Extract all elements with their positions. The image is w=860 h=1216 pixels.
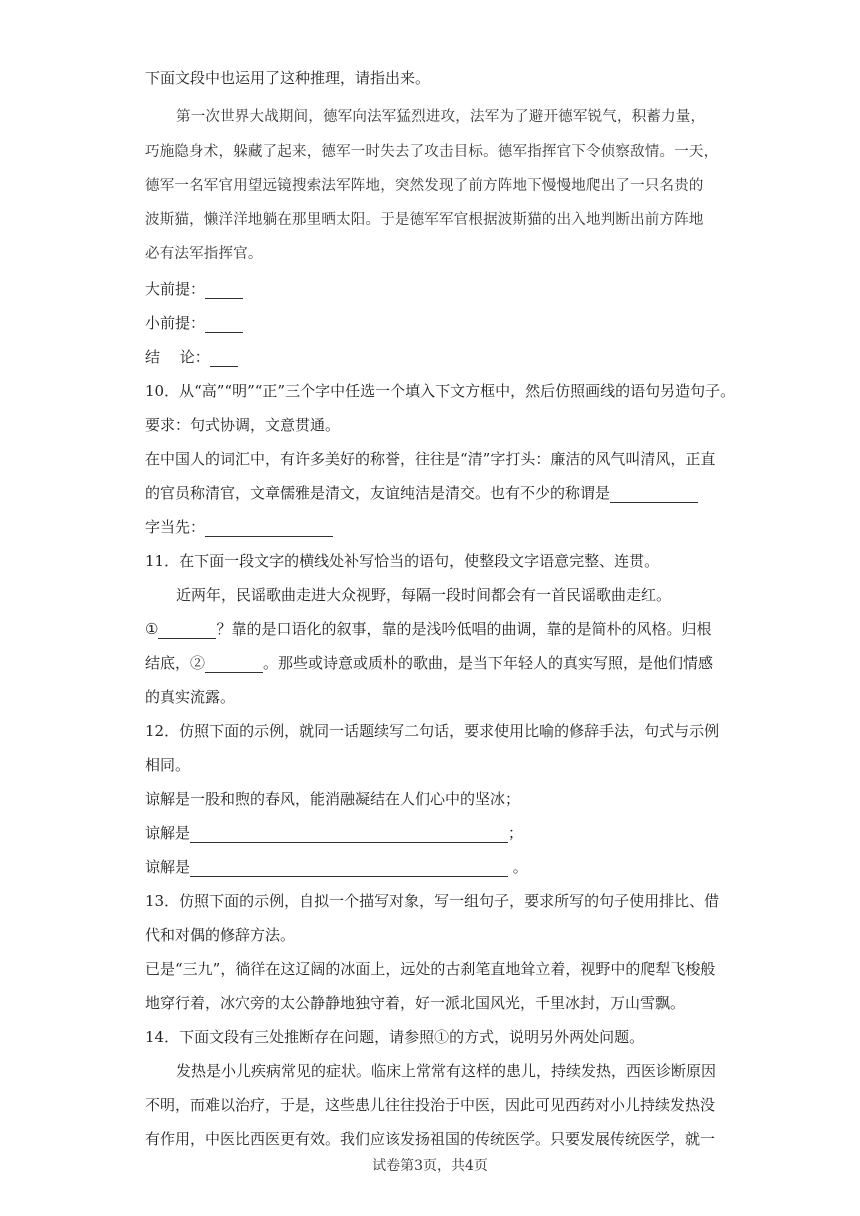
q11-text: 。那些或诗意或质朴的歌曲，是当下年轻人的真实写照，是他们情感 [263, 654, 714, 672]
q10-requirement: 要求：句式协调，文意贯通。 [145, 416, 341, 434]
conclusion-row [145, 347, 238, 367]
q9-intro: 下面文段中也运用了这种推理，请指出来。 [145, 69, 431, 87]
q11-blank-2[interactable] [205, 656, 263, 673]
q14-passage-line: 有作用，中医比西医更有效。我们应该发扬祖国的传统医学。只要发展传统医学，就一 [145, 1130, 716, 1148]
q12-question: 12．仿照下面的示例，就同一话题续写二句话，要求使用比喻的修辞手法，句式与示例 [145, 722, 720, 740]
q10-question: 10．从“高”“明”“正”三个字中任选一个填入下文方框中，然后仿照画线的语句另造句子。 [145, 382, 736, 400]
q12-question-cont: 相同。 [145, 756, 191, 774]
q9-passage-line: 波斯猫，懒洋洋地躺在那里晒太阳。于是德军军官根据波斯猫的出入地判断出前方阵地 [145, 212, 704, 228]
q13-example-cont: 地穿行着，冰穴旁的太公静静地独守着，好一派北国风光，千里冰封，万山雪飘。 [145, 994, 686, 1012]
q11-marker-1: ① [145, 620, 159, 638]
page-footer: 试卷第3页，共4页 [372, 1158, 488, 1174]
q12-prefix: 谅解是 [145, 824, 191, 842]
q14-question: 14．下面文段有三处推断存在问题，请参照①的方式，说明另外两处问题。 [145, 1028, 645, 1046]
q14-passage-line: 发热是小儿疾病常见的症状。临床上常常有这样的患儿，持续发热，西医诊断原因 [176, 1062, 717, 1080]
q12-answer-row-2 [145, 857, 528, 877]
q14-passage-line: 不明，而难以治疗，于是，这些患儿往往投治于中医，因此可见西药对小儿持续发热没 [145, 1096, 716, 1114]
q11-line-2 [145, 619, 711, 639]
q11-line-3 [145, 653, 713, 673]
q9-passage-line: 德军一名军官用望远镜搜索法军阵地，突然发现了前方阵地下慢慢地爬出了一只名贵的 [145, 178, 704, 194]
q11-marker-2: 结底，② [145, 654, 206, 672]
q12-blank-2[interactable] [190, 860, 508, 877]
q13-question: 13．仿照下面的示例，自拟一个描写对象，写一组句子，要求所写的句子使用排比、借 [145, 892, 720, 910]
q11-text: ？靠的是口语化的叙事，靠的是浅吟低唱的曲调，靠的是简朴的风格。归根 [216, 620, 712, 638]
minor-premise-row [145, 313, 243, 333]
major-premise-label: 大前提： [145, 280, 206, 298]
minor-premise-blank[interactable] [205, 316, 243, 333]
q11-blank-1[interactable] [158, 622, 216, 639]
conclusion-blank[interactable] [210, 350, 238, 367]
q10-blank-2[interactable] [205, 520, 333, 537]
q12-answer-row-1 [145, 823, 523, 843]
q11-question: 11．在下面一段文字的横线处补写恰当的语句，使整段文字语意完整、连贯。 [145, 552, 660, 570]
q10-text: 的官员称清官，文章儒雅是清文，友谊纯洁是清交。也有不少的称谓是 [145, 484, 611, 502]
major-premise-row [145, 279, 243, 299]
q12-suffix: ； [508, 824, 524, 842]
q12-prefix: 谅解是 [145, 858, 191, 876]
q10-text: 字当先： [145, 518, 206, 536]
q12-example: 谅解是一股和煦的春风，能消融凝结在人们心中的坚冰； [145, 790, 521, 808]
major-premise-blank[interactable] [205, 282, 243, 299]
q9-passage-line: 巧施隐身术，躲藏了起来，德军一时失去了攻击目标。德军指挥官下令侦察敌情。一天， [145, 144, 719, 160]
q13-question-cont: 代和对偶的修辞方法。 [145, 926, 296, 944]
q11-line: 近两年，民谣歌曲走进大众视野，每隔一段时间都会有一首民谣歌曲走红。 [176, 586, 672, 604]
q9-passage-line: 第一次世界大战期间，德军向法军猛烈进攻，法军为了避开德军锐气，积蓄力量， [176, 109, 706, 125]
minor-premise-label: 小前提： [145, 314, 206, 332]
q13-example: 已是“三九”，徜徉在这辽阔的冰面上，远处的古刹笔直地耸立着，视野中的爬犁飞梭般 [145, 960, 716, 978]
q10-blank-1[interactable] [610, 486, 698, 503]
q9-passage-line: 必有法军指挥官。 [145, 246, 263, 262]
q12-blank-1[interactable] [190, 826, 508, 843]
q11-line: 的真实流露。 [145, 688, 236, 706]
q12-suffix: 。 [508, 858, 528, 876]
conclusion-label: 结 论： [145, 348, 210, 366]
q10-text-line-3 [145, 517, 333, 537]
q10-text-line-2 [145, 483, 698, 503]
q10-text-line: 在中国人的词汇中，有许多美好的称誉，往往是“清”字打头：廉洁的风气叫清风，正直 [145, 450, 716, 468]
